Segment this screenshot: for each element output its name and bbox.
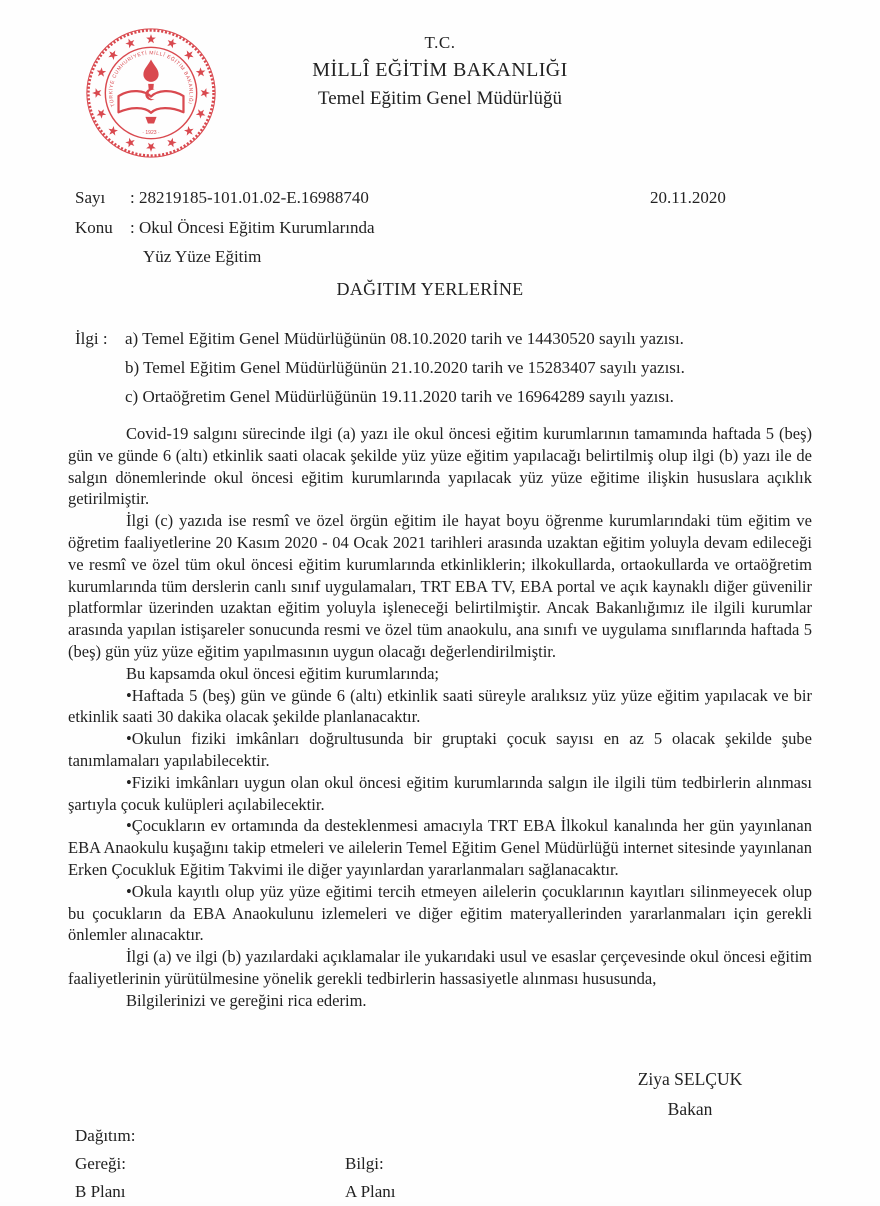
letterhead [0, 30, 880, 113]
body-bullet-item: •Okulun fiziki imkânları doğrultusunda bir gruptaki çocuk sayısı en az 5 olacak şekilde şube tanımlamaları yapılabilecektir. [68, 729, 812, 770]
emblem-year-text: · 1923 · [142, 130, 160, 137]
body-bullet-item: •Çocukların ev ortamında da desteklenmesi amacıyla TRT EBA İlkokul kanalında her gün yayınlanan EBA Anaokulu kuşağını takip etmeleri ve ailelerin Temel Eğitim Genel Müdürlüğü internet sitesinde yayınlanan Erken Çocukluk Eğitim Takvimi ile diğer yayınlardan yararlanmaları sağlanacaktır. [68, 816, 812, 879]
body-paragraph: İlgi (c) yazıda ise resmî ve özel örgün eğitim ile hayat boyu öğrenme kurumlarındaki tüm eğitim ve öğretim faaliyetlerine 20 Kasım 2020 - 04 Ocak 2021 tarihleri arasında uzaktan eğitim yoluyla devam edileceği ve resmî ve özel tüm okul öncesi eğitim kurumlarında etkinliklerin; ilkokullarda, ortaokullarda ve ortaöğretim kurumlarında tüm derslerin canlı sınıf uygulamaları, TRT EBA TV, EBA portal ve açık kaynaklı diğer güvenilir platformlar üzerinden uzaktan eğitim yoluyla işleneceği belirtilmiştir. Ancak Bakanlığımız ile ilgili kurumlar arasında yapılan istişareler sonucunda resmi ve özel tüm anaokulu, ana sınıfı ve uygulama sınıflarında haftada 5 (beş) gün yüz yüze eğitim yapılmasının uygun olacağı değerlendirilmiştir. [68, 511, 812, 661]
reference-item: b) Temel Eğitim Genel Müdürlüğünün 21.10.2020 tarih ve 15283407 sayılı yazısı. [125, 358, 685, 377]
reference-item: a) Temel Eğitim Genel Müdürlüğünün 08.10.2020 tarih ve 14430520 sayılı yazısı. [125, 329, 684, 348]
document-date: 20.11.2020 [650, 188, 726, 207]
distribution-geregi-header: Gereği: [75, 1154, 126, 1173]
body-bullet-item: •Fiziki imkânları uygun olan okul öncesi eğitim kurumlarında salgın ile ilgili tüm tedbirlerin alınması şartıyla çocuk kulüpleri açılabilecektir. [68, 772, 812, 814]
sayi-label: Sayı [75, 188, 106, 207]
distribution-label: Dağıtım: [75, 1126, 136, 1145]
references-items [125, 324, 685, 411]
signature-block [540, 1064, 840, 1124]
closing-line: Bilgilerinizi ve gereğini rica ederim. [126, 990, 367, 1010]
distribution-geregi-item: B Planı [75, 1182, 126, 1201]
distribution-block [75, 1122, 635, 1206]
distribution-bilgi-item: A Planı [345, 1182, 396, 1201]
distribution-bilgi-header: Bilgi: [345, 1154, 384, 1173]
body-paragraph: İlgi (a) ve ilgi (b) yazılardaki açıklamalar ile yukarıdaki usul ve esaslar çerçevesinde okul öncesi eğitim faaliyetlerinin yürütülmesine yönelik gerekli tedbirlerin hassasiyetle alınması hususunda, [68, 947, 812, 988]
references-label: İlgi : [75, 329, 108, 348]
directorate-name: Temel Eğitim Genel Müdürlüğü [317, 88, 563, 109]
body-bullet-item: •Haftada 5 (beş) gün ve günde 6 (altı) etkinlik saati süreyle aralıksız yüz yüze eğitim yapılacak ve bir etkinlik saati 30 dakika olacak şekilde planlanacaktır. [68, 685, 812, 727]
signer-title: Bakan [667, 1099, 713, 1119]
signer-name: Ziya SELÇUK [637, 1069, 743, 1089]
document-meta [75, 183, 812, 272]
konu-row [75, 213, 812, 243]
letter-body [68, 423, 812, 1012]
distribution-headers [75, 1150, 635, 1178]
body-bullet-item: •Okula kayıtlı olup yüz yüze eğitimi tercih etmeyen ailelerin çocuklarının kayıtları silinmeyecek olup bu çocukların da EBA Anaokulunu izlemeleri ve diğer eğitim materyallerinden yararlanmaları için gerekli önlemler alınacaktır. [68, 881, 812, 945]
body-paragraph: Covid-19 salgını sürecinde ilgi (a) yazı ile okul öncesi eğitim kurumlarının tamamında haftada 5 (beş) gün ve günde 6 (altı) etkinlik saati olacak şekilde yüz yüze eğitim yapılacağı belirtilmiş olup ilgi (b) yazı ile de salgın dönemlerinde okul öncesi eğitim kurumlarında yapılacak yüz yüze eğitime ilişkin hususlara açıklık getirilmiştir. [68, 424, 812, 509]
references-block [75, 324, 685, 411]
recipient-line: DAĞITIM YERLERİNE [336, 279, 524, 299]
sayi-row [75, 183, 812, 213]
ministry-name: MİLLÎ EĞİTİM BAKANLIĞI [312, 59, 568, 81]
konu-value-line2: Yüz Yüze Eğitim [143, 247, 262, 266]
sayi-value: : 28219185-101.01.02-E.16988740 [130, 188, 369, 207]
konu-label: Konu [75, 217, 113, 237]
republic-abbrev: T.C. [424, 33, 456, 52]
body-paragraph: Bu kapsamda okul öncesi eğitim kurumlarında; [126, 663, 439, 683]
emblem-ring-text: TÜRKİYE CUMHURİYETİ MİLLÎ EĞİTİM BAKANLIĞI [108, 50, 194, 108]
reference-item: c) Ortaöğretim Genel Müdürlüğünün 19.11.2020 tarih ve 16964289 sayılı yazısı. [125, 387, 674, 406]
konu-value: : Okul Öncesi Eğitim Kurumlarında [130, 217, 375, 237]
